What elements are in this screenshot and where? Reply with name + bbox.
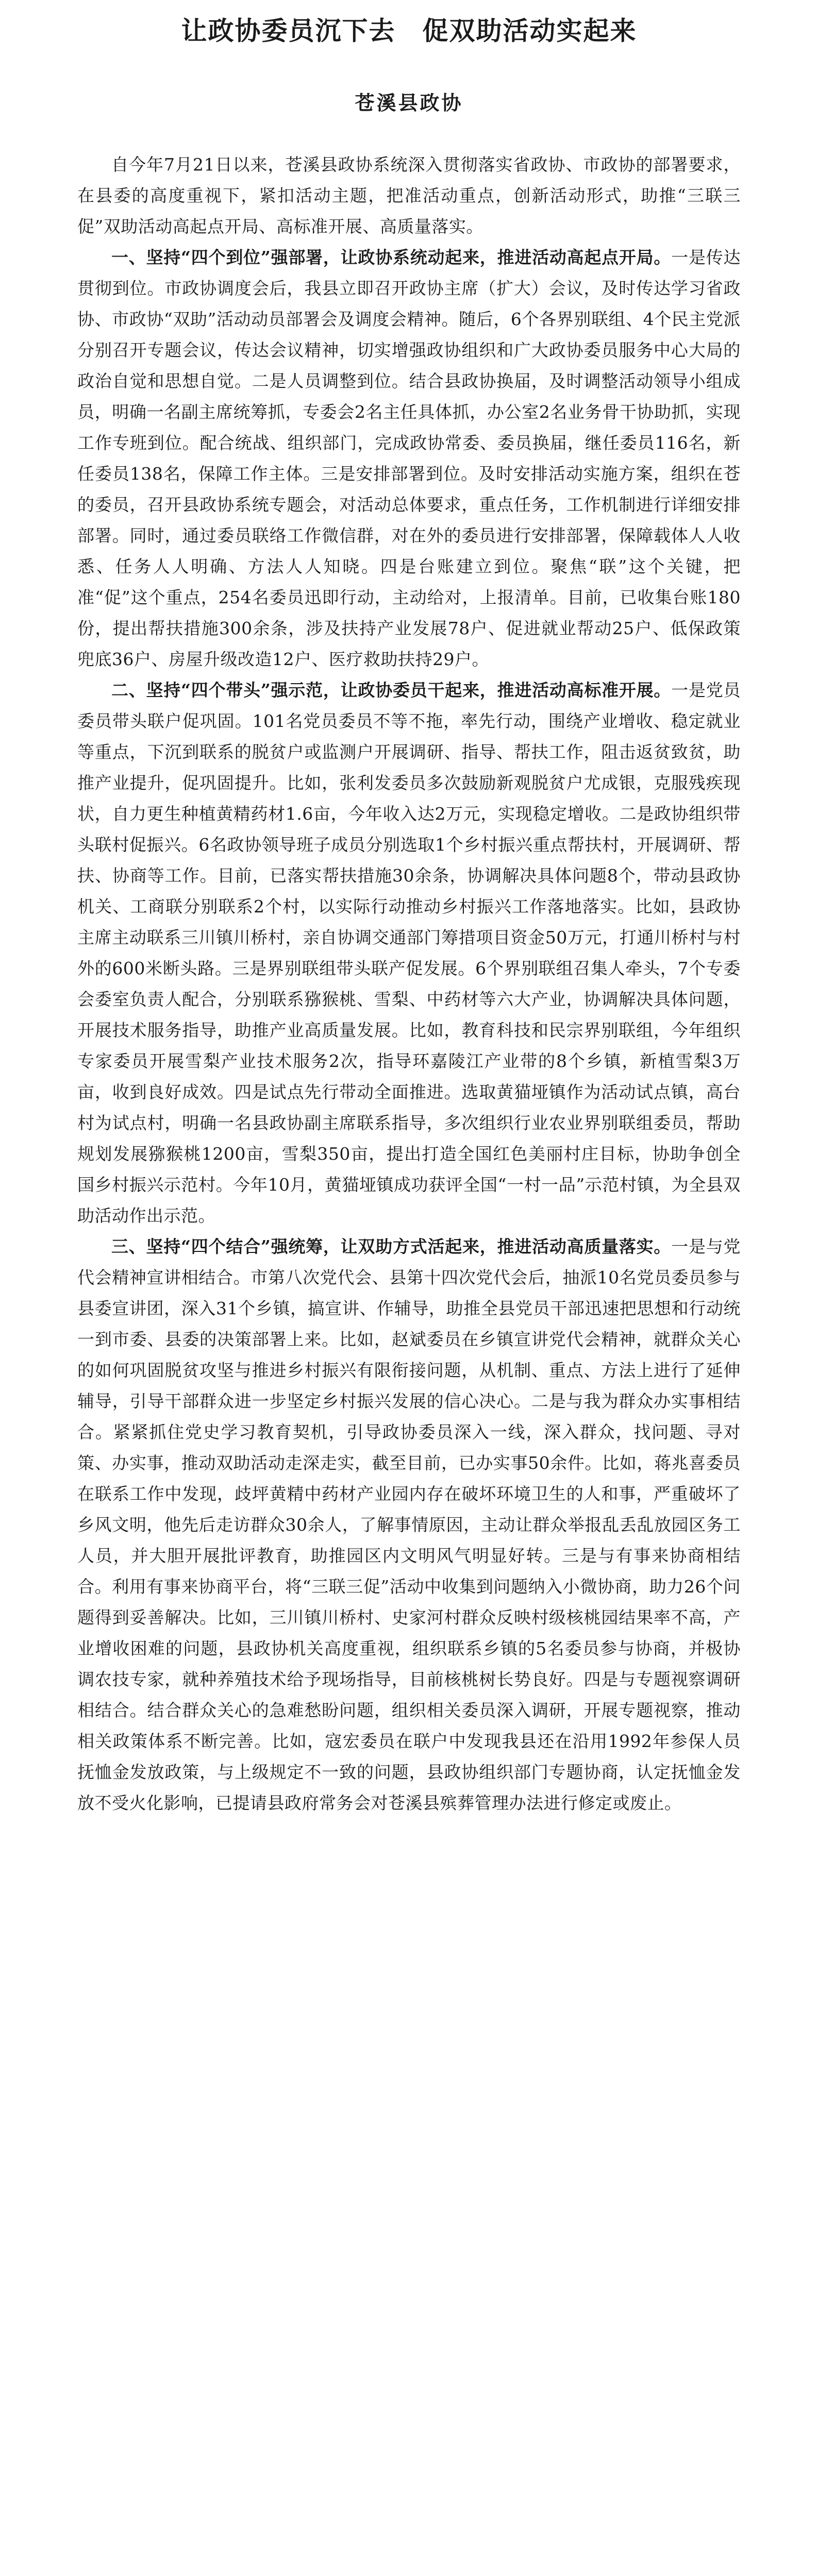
- section-heading: 二、坚持“四个带头”强示范，让政协委员干起来，推进活动高标准开展。: [111, 680, 672, 700]
- section-heading: 三、坚持“四个结合”强统筹，让双助方式活起来，推进活动高质量落实。: [111, 1236, 672, 1257]
- section-heading: 一、坚持“四个到位”强部署，让政协系统动起来，推进活动高起点开局。: [111, 247, 672, 267]
- section-body: 一是传达贯彻到位。市政协调度会后，我县立即召开政协主席（扩大）会议，及时传达学习省政协、市政协“双助”活动动员部署会及调度会精神。随后，6个各界别联组、4个民主党派分别召开专题会议，传达会议精神，切实增强政协组织和广大政协委员服务中心大局的政治自觉和思想自觉。二是人员调整到位。结合县政协换届，及时调整活动领导小组成员，明确一名副主席统筹抓，专委会2名主任具体抓，办公室2名业务骨干协助抓，实现工作专班到位。配合统战、组织部门，完成政协常委、委员换届，继任委员116名，新任委员138名，保障工作主体。三是安排部署到位。及时安排活动实施方案，组织在苍的委员，召开县政协系统专题会，对活动总体要求，重点任务，工作机制进行详细安排部署。同时，通过委员联络工作微信群，对在外的委员进行安排部署，保障载体人人收悉、任务人人明确、方法人人知晓。四是台账建立到位。聚焦“联”这个关键，把准“促”这个重点，254名委员迅即行动，主动给对，上报清单。目前，已收集台账180份，提出帮扶措施300余条，涉及扶持产业发展78户、促进就业帮动25户、低保政策兜底36户、房屋升级改造12户、医疗救助扶持29户。: [77, 247, 741, 669]
- section-body: 一是与党代会精神宣讲相结合。市第八次党代会、县第十四次党代会后，抽派10名党员委员参与县委宣讲团，深入31个乡镇，搞宣讲、作辅导，助推全县党员干部迅速把思想和行动统一到市委、县委的决策部署上来。比如，赵斌委员在乡镇宣讲党代会精神，就群众关心的如何巩固脱贫攻坚与推进乡村振兴有限衔接问题，从机制、重点、方法上进行了延伸辅导，引导干部群众进一步坚定乡村振兴发展的信心决心。二是与我为群众办实事相结合。紧紧抓住党史学习教育契机，引导政协委员深入一线，深入群众，找问题、寻对策、办实事，推动双助活动走深走实，截至目前，已办实事50余件。比如，蒋兆喜委员在联系工作中发现，歧坪黄精中药材产业园内存在破坏环境卫生的人和事，严重破坏了乡风文明，他先后走访群众30余人，了解事情原因，主动让群众举报乱丢乱放园区务工人员，并大胆开展批评教育，助推园区内文明风气明显好转。三是与有事来协商相结合。利用有事来协商平台，将“三联三促”活动中收集到问题纳入小微协商，助力26个问题得到妥善解决。比如，三川镇川桥村、史家河村群众反映村级核桃园结果率不高，产业增收困难的问题，县政协机关高度重视，组织联系乡镇的5名委员参与协商，并极协调农技专家，就种养殖技术给予现场指导，目前核桃树长势良好。四是与专题视察调研相结合。结合群众关心的急难愁盼问题，组织相关委员深入调研，开展专题视察，推动相关政策体系不断完善。比如，寇宏委员在联户中发现我县还在沿用1992年参保人员抚恤金发放政策，与上级规定不一致的问题，县政协组织部门专题协商，认定抚恤金发放不受火化影响，已提请县政府常务会对苍溪县殡葬管理办法进行修定或废止。: [77, 1236, 741, 1813]
- section-body: 一是党员委员带头联户促巩固。101名党员委员不等不拖，率先行动，围绕产业增收、稳定就业等重点，下沉到联系的脱贫户或监测户开展调研、指导、帮扶工作，阻击返贫致贫，助推产业提升，促巩固提升。比如，张利发委员多次鼓励新观脱贫户尤成银，克服残疾现状，自力更生种植黄精药材1.6亩，今年收入达2万元，实现稳定增收。二是政协组织带头联村促振兴。6名政协领导班子成员分别选取1个乡村振兴重点帮扶村，开展调研、帮扶、协商等工作。目前，已落实帮扶措施30余条，协调解决具体问题8个，带动县政协机关、工商联分别联系2个村，以实际行动推动乡村振兴工作落地落实。比如，县政协主席主动联系三川镇川桥村，亲自协调交通部门筹措项目资金50万元，打通川桥村与村外的600米断头路。三是界别联组带头联产促发展。6个界别联组召集人牵头，7个专委会委室负责人配合，分别联系猕猴桃、雪梨、中药材等六大产业，协调解决具体问题，开展技术服务指导，助推产业高质量发展。比如，教育科技和民宗界别联组，今年组织专家委员开展雪梨产业技术服务2次，指导环嘉陵江产业带的8个乡镇，新植雪梨3万亩，收到良好成效。四是试点先行带动全面推进。选取黄猫垭镇作为活动试点镇，高台村为试点村，明确一名县政协副主席联系指导，多次组织行业农业界别联组委员，帮助规划发展猕猴桃1200亩，雪梨350亩，提出打造全国红色美丽村庄目标，协助争创全国乡村振兴示范村。今年10月，黄猫垭镇成功获评全国“一村一品”示范村镇，为全县双助活动作出示范。: [77, 680, 741, 1226]
- section-paragraph: [77, 675, 741, 1231]
- intro-paragraph: 自今年7月21日以来，苍溪县政协系统深入贯彻落实省政协、市政协的部署要求，在县委的高度重视下，紧扣活动主题，把准活动重点，创新活动形式，助推“三联三促”双助活动高起点开局、高标准开展、高质量落实。: [77, 155, 741, 236]
- article-body: [77, 149, 741, 1819]
- article-title: 让政协委员沉下去 促双助活动实起来: [181, 15, 637, 46]
- article-author: 苍溪县政协: [355, 91, 463, 114]
- section-paragraph: [77, 1231, 741, 1819]
- section-paragraph: [77, 242, 741, 675]
